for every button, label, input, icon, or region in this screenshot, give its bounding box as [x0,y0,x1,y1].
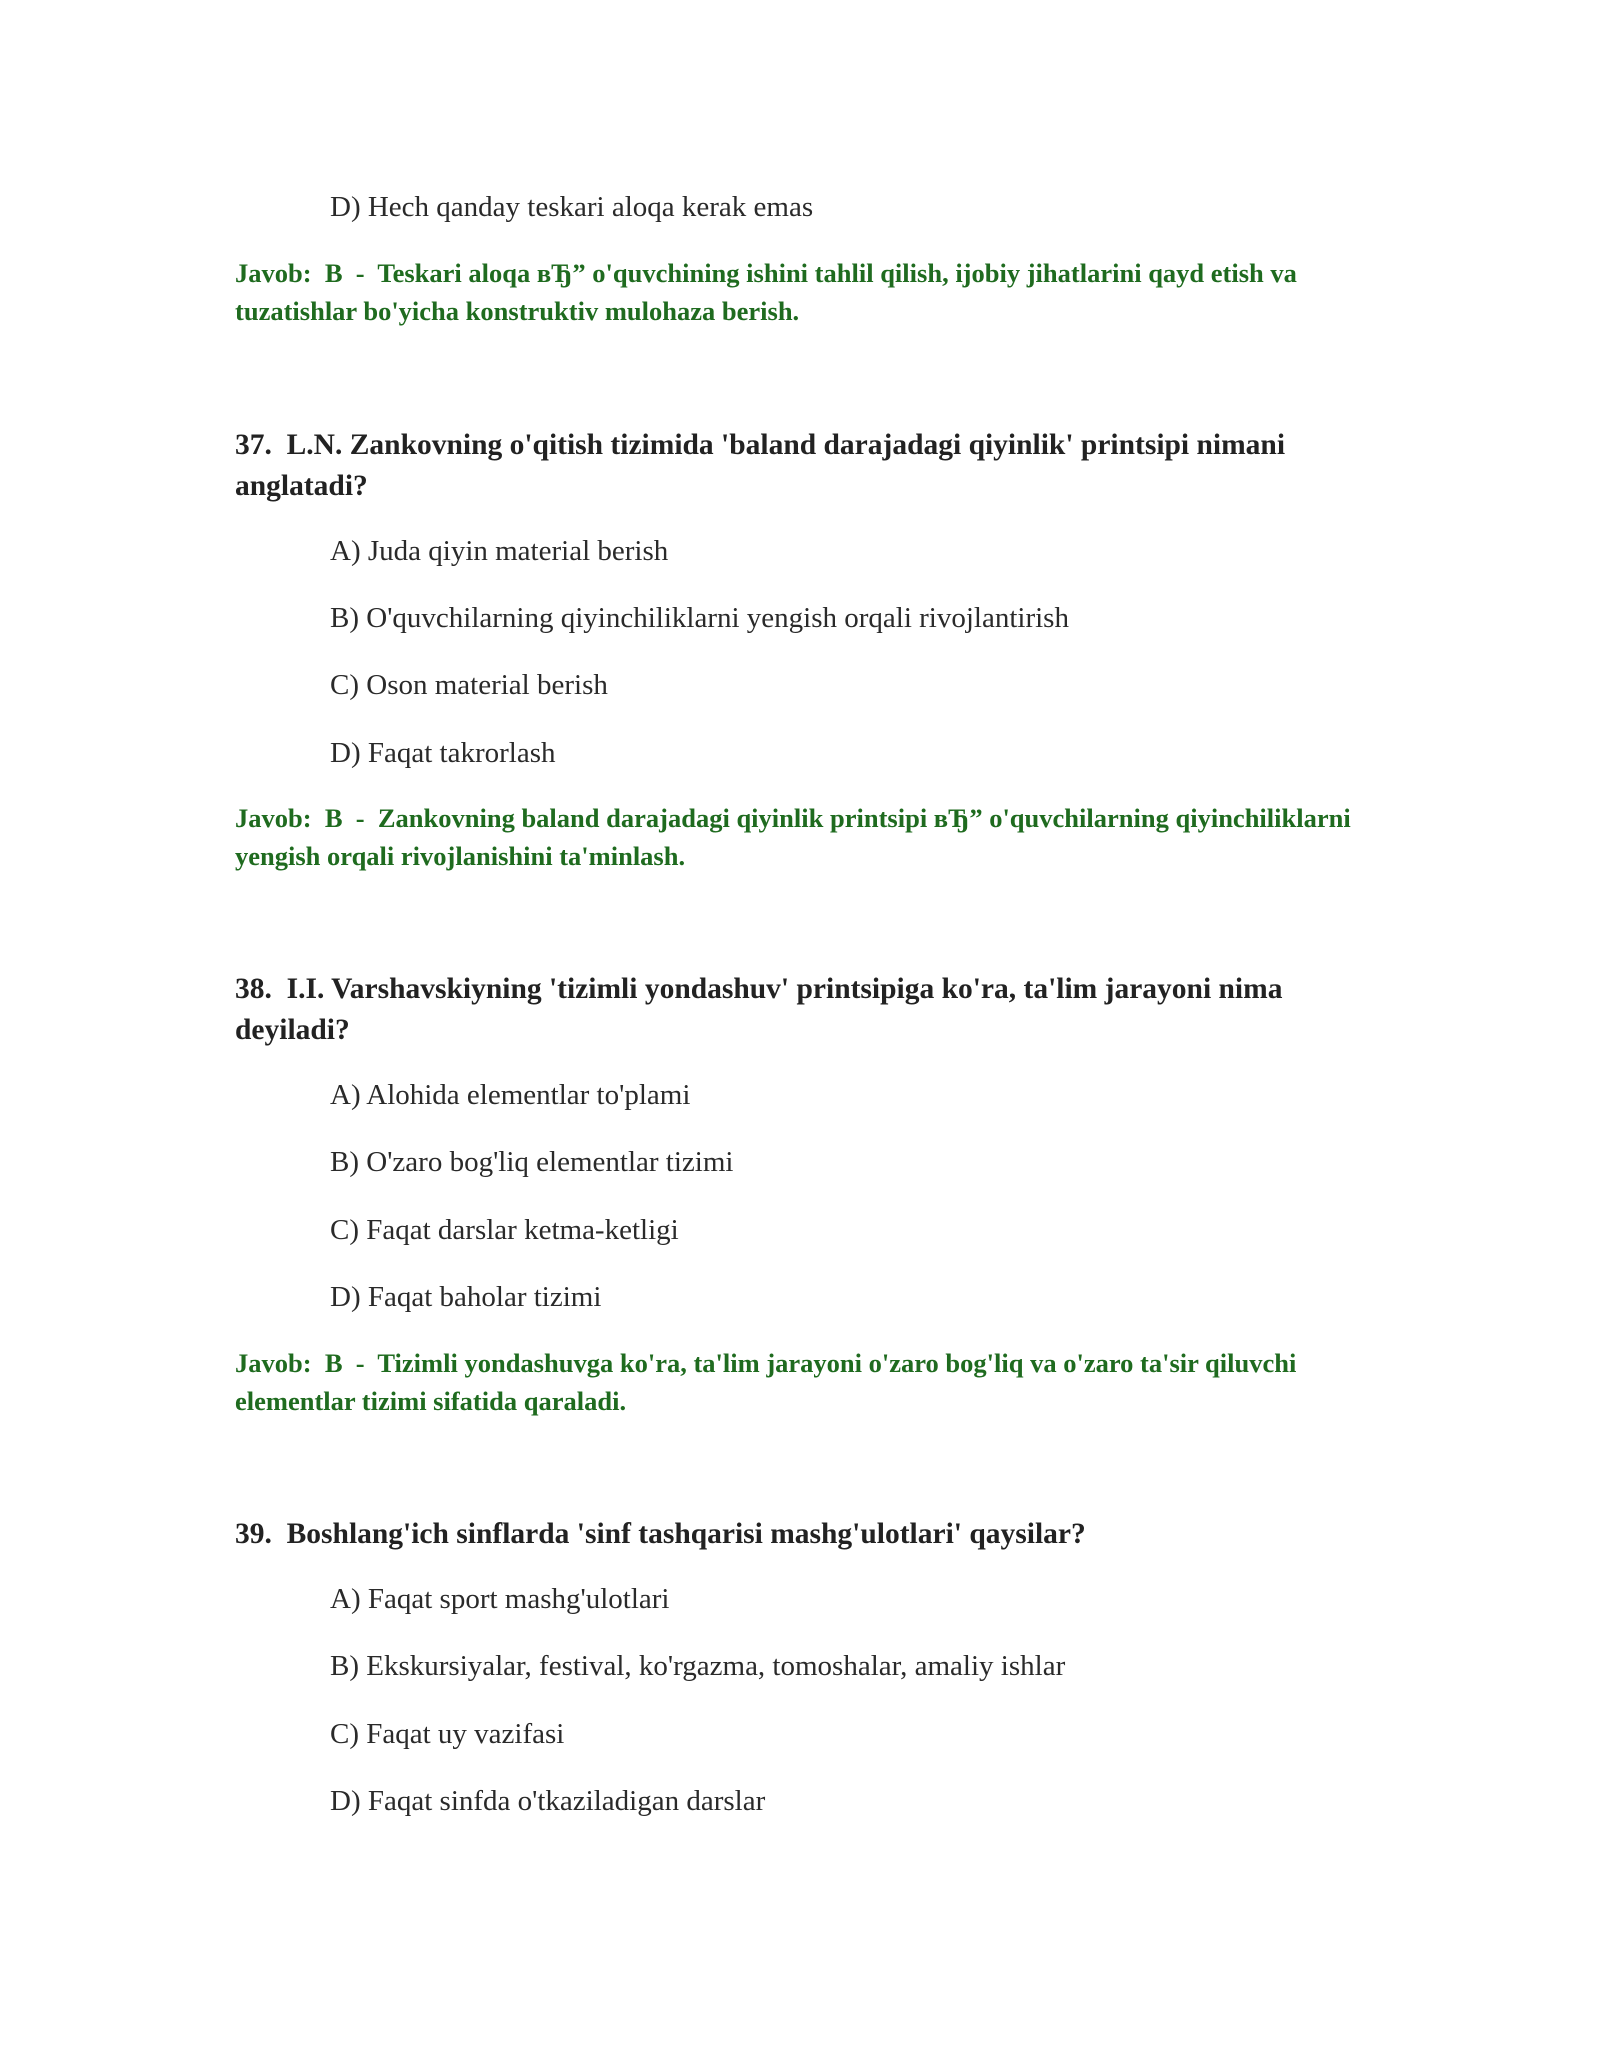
answer-label: Javob: B - [235,803,378,833]
option-d: D) Faqat baholar tizimi [330,1281,602,1313]
answer-text: Zankovning baland darajadagi qiyinlik printsipi вЂ” o'quvchilarning qiyinchiliklarni yengish orqali rivojlanishini ta'minlash. [235,803,1351,871]
question-38 [235,969,1375,1051]
option-b: B) O'zaro bog'liq elementlar tizimi [330,1146,734,1178]
question-39 [235,1514,1375,1555]
answer-block [235,254,1375,330]
answer-text: Tizimli yondashuvga ko'ra, ta'lim jarayoni o'zaro bog'liq va o'zaro ta'sir qiluvchi elementlar tizimi sifatida qaraladi. [235,1348,1297,1416]
answer-label: Javob: B - [235,258,378,288]
question-number: 38. [235,973,287,1005]
option-c: C) Faqat darslar ketma-ketligi [330,1214,679,1246]
option-d: D) Faqat takrorlash [330,737,556,769]
answer-label: Javob: B - [235,1348,378,1378]
answer-block [235,1344,1375,1420]
question-number: 37. [235,429,287,461]
option-a: A) Alohida elementlar to'plami [330,1079,691,1111]
option-c: C) Oson material berish [330,669,608,701]
question-text: L.N. Zankovning o'qitish tizimida 'baland darajadagi qiyinlik' printsipi nimani anglatadi? [235,429,1286,502]
question-text: I.I. Varshavskiyning 'tizimli yondashuv' printsipiga ko'ra, ta'lim jarayoni nima deyiladi? [235,973,1283,1046]
option-d: D) Hech qanday teskari aloqa kerak emas [330,191,814,223]
question-37 [235,425,1375,507]
option-a: A) Juda qiyin material berish [330,535,669,567]
question-text: Boshlang'ich sinflarda 'sinf tashqarisi mashg'ulotlari' qaysilar? [286,1518,1086,1550]
answer-block [235,799,1375,875]
option-b: B) O'quvchilarning qiyinchiliklarni yengish orqali rivojlantirish [330,602,1069,634]
answer-text: Teskari aloqa вЂ” o'quvchining ishini tahlil qilish, ijobiy jihatlarini qayd etish va tuzatishlar bo'yicha konstruktiv mulohaza berish. [235,258,1297,326]
question-number: 39. [235,1518,287,1550]
option-b: B) Ekskursiyalar, festival, ko'rgazma, tomoshalar, amaliy ishlar [330,1650,1066,1682]
option-a: A) Faqat sport mashg'ulotlari [330,1583,670,1615]
option-c: C) Faqat uy vazifasi [330,1718,565,1750]
option-d: D) Faqat sinfda o'tkaziladigan darslar [330,1785,766,1817]
